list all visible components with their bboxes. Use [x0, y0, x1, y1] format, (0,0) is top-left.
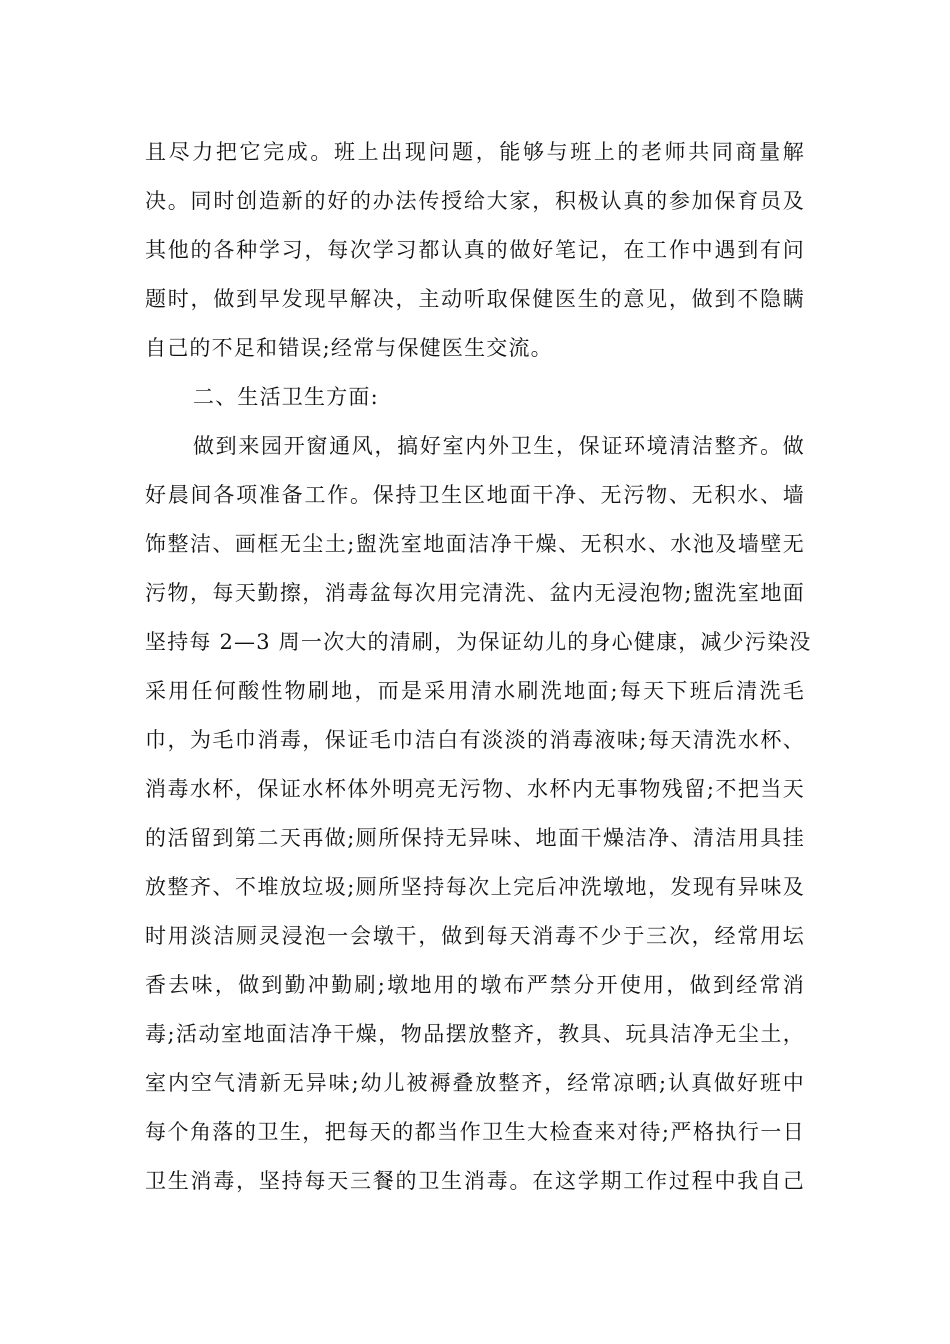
text-line: 毒;活动室地面洁净干燥，物品摆放整齐，教具、玩具洁净无尘土， — [145, 1022, 805, 1046]
text-line: 决。同时创造新的好的办法传授给大家，积极认真的参加保育员及 — [145, 189, 805, 213]
text-line: 题时，做到早发现早解决，主动听取保健医生的意见，做到不隐瞒 — [145, 287, 805, 311]
text-line: 巾，为毛巾消毒，保证毛巾洁白有淡淡的消毒液味;每天清洗水杯、 — [145, 728, 805, 752]
text-line: 卫生消毒，坚持每天三餐的卫生消毒。在这学期工作过程中我自己 — [145, 1169, 805, 1193]
text-line: 香去味，做到勤冲勤刷;墩地用的墩布严禁分开使用，做到经常消 — [145, 973, 805, 997]
text-line: 放整齐、不堆放垃圾;厕所坚持每次上完后冲洗墩地，发现有异味及 — [145, 875, 805, 899]
text-line: 室内空气清新无异味;幼儿被褥叠放整齐，经常凉晒;认真做好班中 — [145, 1071, 805, 1095]
text-line: 消毒水杯，保证水杯体外明亮无污物、水杯内无事物残留;不把当天 — [145, 777, 805, 801]
section-heading: 二、生活卫生方面: — [193, 385, 379, 409]
text-line: 坚持每 2—3 周一次大的清刷，为保证幼儿的身心健康，减少污染没 — [145, 630, 812, 654]
text-line: 自己的不足和错误;经常与保健医生交流。 — [145, 336, 553, 360]
text-line: 其他的各种学习，每次学习都认真的做好笔记，在工作中遇到有问 — [145, 238, 805, 262]
text-line: 饰整洁、画框无尘土;盥洗室地面洁净干燥、无积水、水池及墙壁无 — [145, 532, 805, 556]
text-line: 每个角落的卫生，把每天的都当作卫生大检查来对待;严格执行一日 — [145, 1120, 805, 1144]
text-line: 的活留到第二天再做;厕所保持无异味、地面干燥洁净、清洁用具挂 — [145, 826, 805, 850]
text-line: 采用任何酸性物刷地，而是采用清水刷洗地面;每天下班后清洗毛 — [145, 679, 805, 703]
text-line: 且尽力把它完成。班上出现问题，能够与班上的老师共同商量解 — [145, 140, 805, 164]
text-line: 污物，每天勤擦，消毒盆每次用完清洗、盆内无浸泡物;盥洗室地面 — [145, 581, 805, 605]
text-line: 做到来园开窗通风，搞好室内外卫生，保证环境清洁整齐。做 — [193, 434, 805, 458]
text-line: 时用淡洁厕灵浸泡一会墩干，做到每天消毒不少于三次，经常用坛 — [145, 924, 805, 948]
text-line: 好晨间各项准备工作。保持卫生区地面干净、无污物、无积水、墙 — [145, 483, 805, 507]
